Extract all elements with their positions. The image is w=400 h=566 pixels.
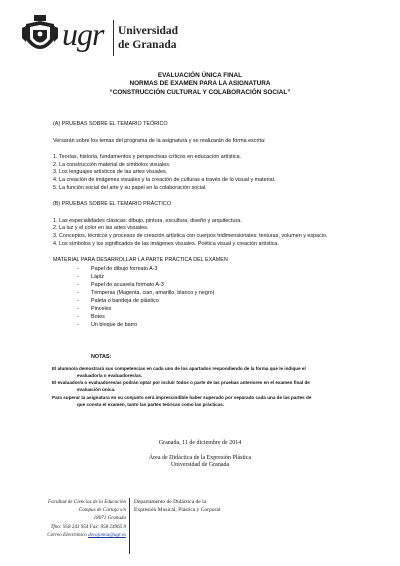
materials-list (53, 265, 373, 330)
document-title (0, 72, 400, 97)
footer-email-label: Correo Electrónico (47, 531, 89, 538)
notes-body (52, 366, 352, 409)
note-2-line2: evaluación única. (77, 387, 116, 393)
note-3-line2: que consta el examen, tanto las partes teóricas como las prácticas. (77, 401, 225, 407)
footer-email-link[interactable]: decajonna@ugr.es (88, 531, 126, 538)
signature-date: Granada, 11 de diciembre de 2014 (158, 440, 242, 446)
note-1 (52, 366, 352, 379)
university-name (118, 24, 178, 52)
section-a-item: 4. La creación de imágenes visuales y la creación de culturas a través de lo visual y material. (53, 176, 276, 183)
note-1-line1: El alumno/a demostrará sus competencias en cada uno de los apartados respondiendo de la forma que le indique el (52, 366, 306, 371)
footer-phone: Tfno: 958 243 954 Fax: 958 24965 9 (50, 523, 126, 530)
list-item: - Paleta o bandeja de plástico (77, 297, 373, 305)
footer-department (134, 498, 294, 514)
list-item: - Témperas (Magenta, cian, amarillo, blanco y negro) (77, 289, 373, 297)
note-3-line1: Para superar la asignatura en su conjunto será imprescindible haber superado por separado cada una de las partes de (52, 394, 312, 400)
note-1-line2: evaluador/a o evaluadores/as. (77, 372, 143, 378)
university-logo (20, 14, 190, 62)
section-b-item: 3. Conceptos, técnicos y procesos de creación artística con cuerpos tridimensionales: texturas, volumen y espacio. (53, 232, 328, 239)
section-a-intro: Versarán sobre los temas del programa de la asignatura y se realizarán de forma escrita: (53, 137, 266, 144)
section-a-heading: (A) PRUEBAS SOBRE EL TEMARIO TEÓRICO (53, 121, 168, 127)
section-b-heading: (B) PRUEBAS SOBRE EL TEMARIO PRÁCTICO (53, 201, 172, 208)
list-item: - Papel de dibujo formato A-3 (77, 265, 373, 273)
footer-faculty: Facultad de Ciencias de la Educación (48, 499, 126, 505)
section-a-item: 5. La función social del arte y su papel en la colaboración social. (53, 184, 207, 191)
logo-divider (113, 20, 114, 56)
section-b-item: 4. Los símbolos y los significados de las imágenes visuales. Poética visual y creación artística. (53, 240, 279, 247)
university-crest-icon (20, 14, 60, 60)
footer-address (36, 498, 126, 539)
list-item: - Lápiz (77, 273, 373, 281)
document-body (53, 121, 373, 329)
section-a-item: 2. La construcción material de símbolos visuales. (53, 161, 171, 168)
note-3 (52, 395, 352, 408)
university-name-line2: de Granada (118, 39, 177, 51)
footer-city: 18071 Granada (93, 515, 126, 522)
note-2-line1: El evaluador/a o evaluadores/as podrán optar por incluir todos o parte de las pruebas anteriores en el examen final de (52, 380, 310, 386)
title-line2: NORMAS DE EXAMEN PARA LA ASIGNATURA (129, 80, 271, 88)
footer-department-line1: Departamento de Didáctica de la (134, 499, 207, 505)
section-a-item: 3. Los lenguajes artísticos de las artes visuales. (53, 169, 168, 176)
footer-email-line (36, 531, 126, 539)
section-b-item: 2. La luz y el color en las artes visuales. (53, 225, 149, 232)
signature-university: Universidad de Granada (170, 462, 230, 469)
footer-department-line2: Expresión Musical, Plástica y Corporal (134, 507, 221, 514)
signature-department: Área de Didáctica de la Expresión Plástica (148, 454, 252, 461)
footer-divider (129, 498, 130, 554)
list-item: - Botes (77, 313, 373, 321)
section-b-item: 1. Las especialidades clásicas: dibujo, pintura, escultura, diseño y arquitectura. (53, 217, 242, 224)
section-a-item: 1. Teorías, historia, fundamentos y perspectivas críticos en educación artística. (53, 154, 242, 161)
title-line1: EVALUACIÓN ÚNICA FINAL (157, 72, 243, 79)
list-item: - Papel de acuarela formato A-3 (77, 281, 373, 289)
title-line3: “CONSTRUCCIÓN CULTURAL Y COLABORACIÓN SOCIAL” (109, 88, 291, 96)
university-name-line1: Universidad (118, 25, 179, 37)
note-2 (52, 380, 352, 393)
footer-campus: Campus de Cartuja s/n (78, 507, 126, 514)
list-item: - Un bloque de barro (77, 321, 373, 329)
list-item: - Pinceles (77, 305, 373, 313)
materials-heading: MATERIAL PARA DESARROLLAR LA PARTE PRÁCTICA DEL EXAMEN (53, 257, 228, 264)
notes-heading: NOTAS: (91, 354, 112, 360)
signature-block (0, 440, 400, 470)
logo-wordmark: ugr (62, 16, 104, 52)
